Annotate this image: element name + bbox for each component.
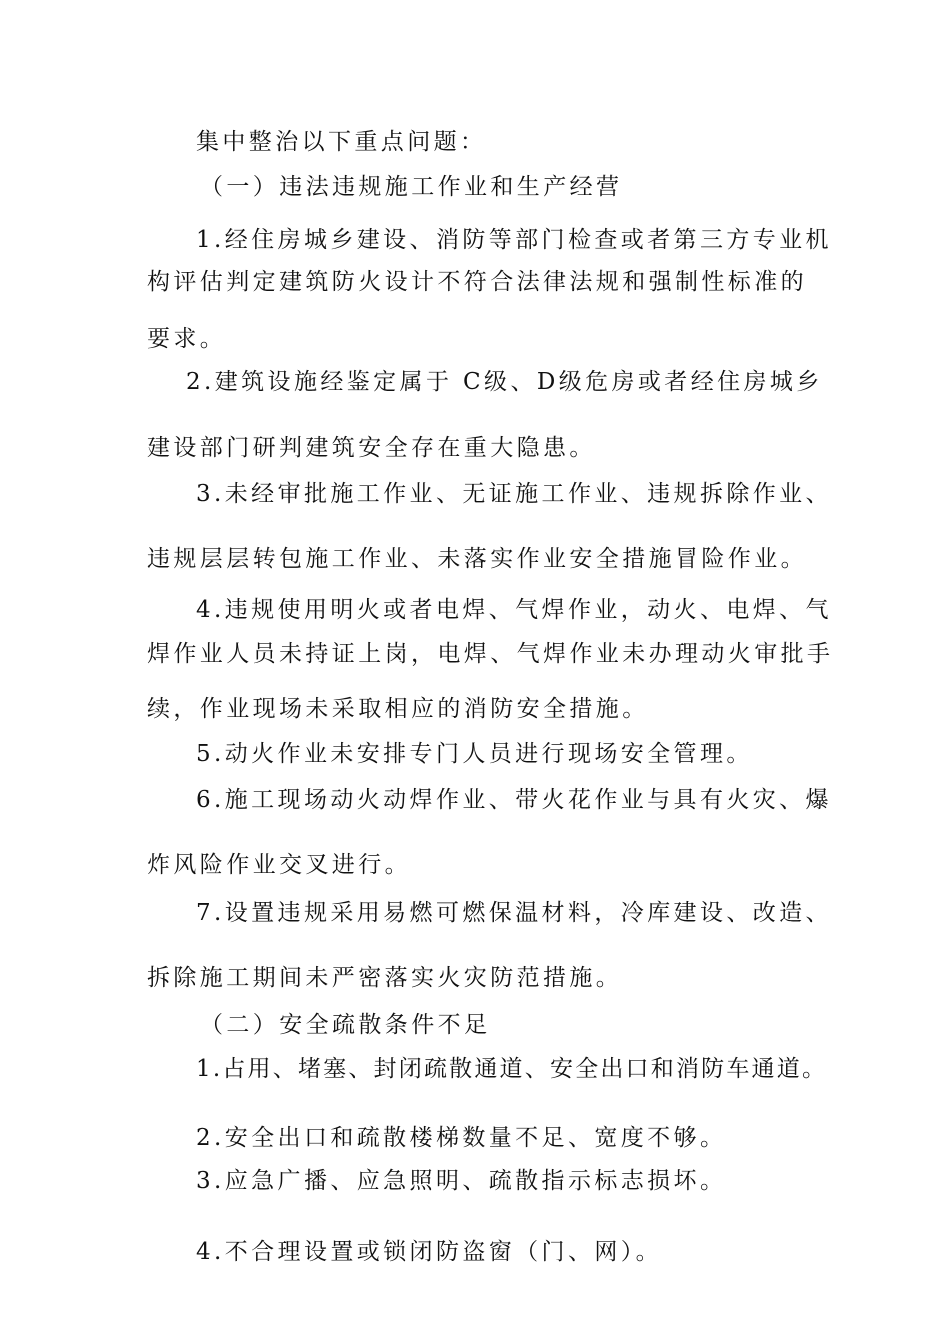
section-heading-2: （二）安全疏散条件不足 [200,1012,491,1038]
paragraph-line: 续，作业现场未采取相应的消防安全措施。 [147,696,649,722]
paragraph-line: 4.违规使用明火或者电焊、气焊作业，动火、电焊、气 [196,597,832,623]
paragraph-line: 焊作业人员未持证上岗，电焊、气焊作业未办理动火审批手 [147,641,834,667]
paragraph-line: 构评估判定建筑防火设计不符合法律法规和强制性标准的 [147,269,807,295]
paragraph-line: 7.设置违规采用易燃可燃保温材料，冷库建设、改造、 [196,900,832,926]
paragraph-line: 1.经住房城乡建设、消防等部门检查或者第三方专业机 [196,227,832,253]
paragraph-line: 建设部门研判建筑安全存在重大隐患。 [147,435,596,461]
paragraph-line: 6.施工现场动火动焊作业、带火花作业与具有火灾、爆 [196,787,832,813]
paragraph-line: 2.安全出口和疏散楼梯数量不足、宽度不够。 [196,1125,727,1151]
paragraph-line: 2.建筑设施经鉴定属于 C级、D级危房或者经住房城乡 [186,369,823,395]
paragraph-line: 3.应急广播、应急照明、疏散指示标志损坏。 [196,1168,727,1194]
paragraph-line: 炸风险作业交叉进行。 [147,852,411,878]
paragraph-line: 要求。 [147,326,227,352]
paragraph-line: 3.未经审批施工作业、无证施工作业、违规拆除作业、 [196,481,832,507]
paragraph-line: 4.不合理设置或锁闭防盗窗（门、网）。 [196,1239,663,1265]
section-heading-1: （一）违法违规施工作业和生产经营 [200,174,623,200]
intro-line: 集中整治以下重点问题： [196,129,487,155]
paragraph-line: 违规层层转包施工作业、未落实作业安全措施冒险作业。 [147,546,807,572]
paragraph-line: 拆除施工期间未严密落实火灾防范措施。 [147,965,623,991]
paragraph-line: 1.占用、堵塞、封闭疏散通道、安全出口和消防车通道。 [196,1056,828,1082]
paragraph-line: 5.动火作业未安排专门人员进行现场安全管理。 [196,741,753,767]
